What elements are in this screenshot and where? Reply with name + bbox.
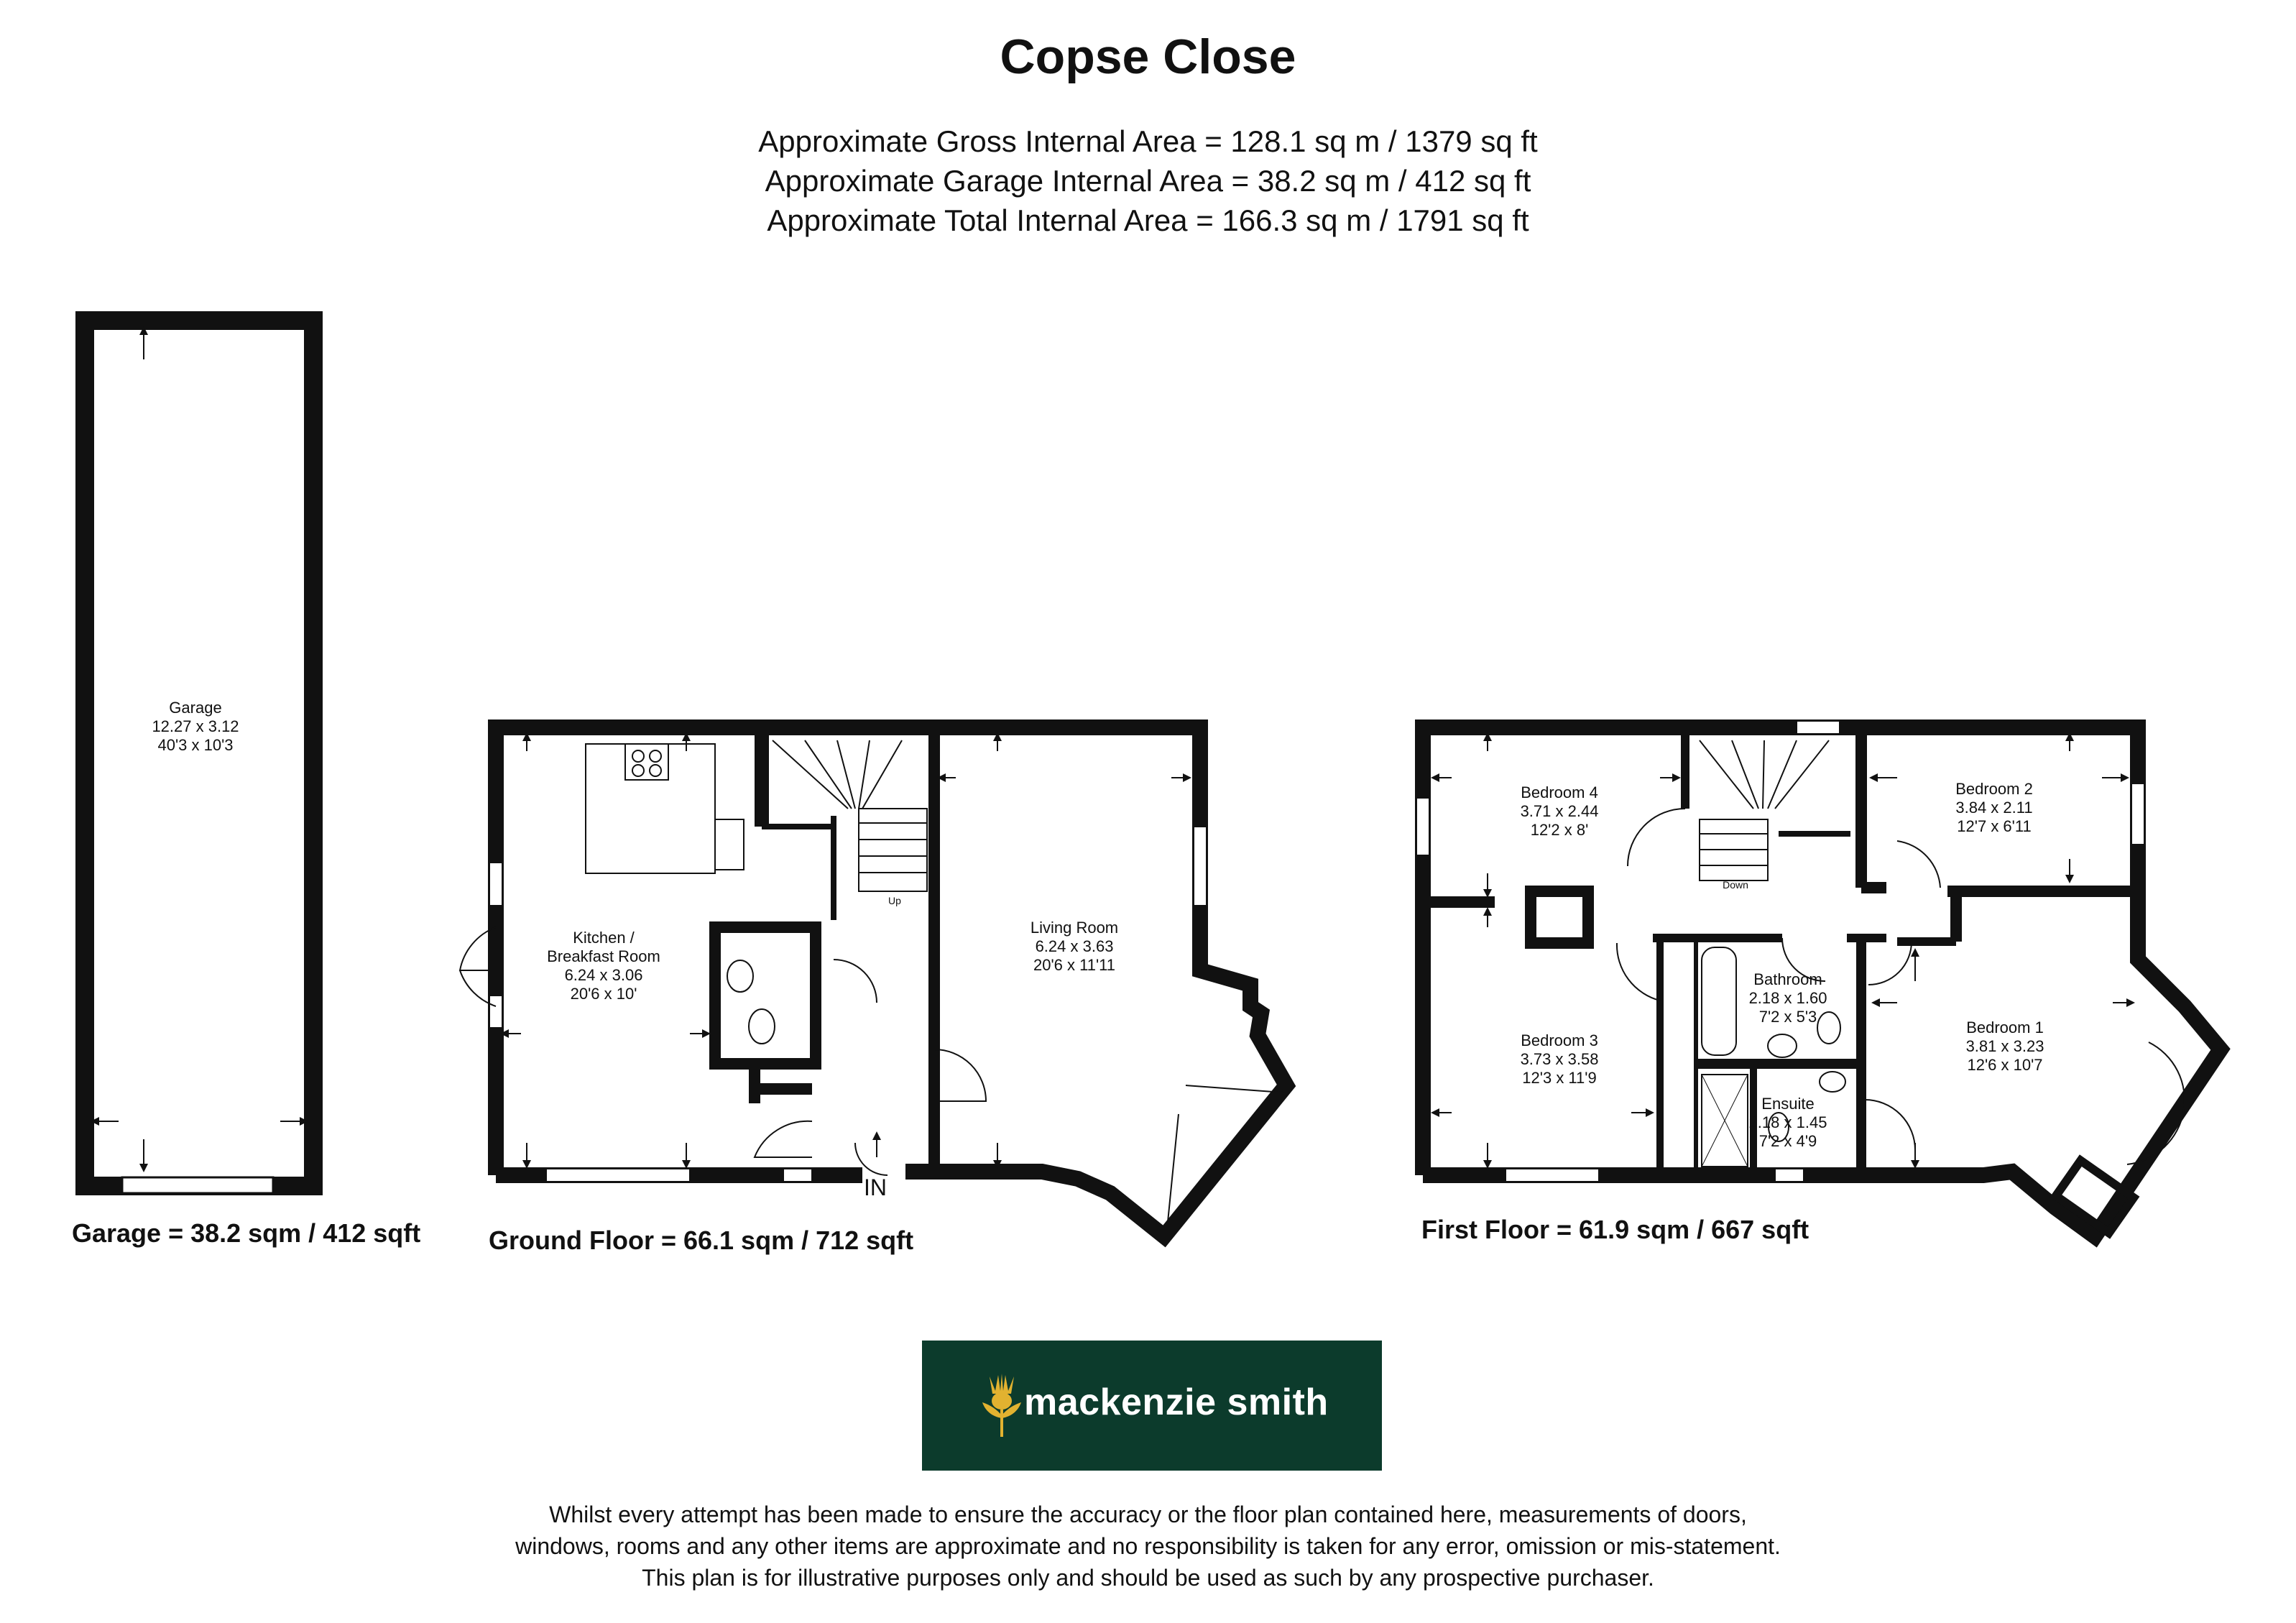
garage-label: Garage — [169, 699, 222, 717]
bedroom2-label: Bedroom 2 — [1955, 780, 2033, 798]
sink — [715, 819, 744, 870]
kitchen-window — [546, 1169, 690, 1182]
bedroom1-metric: 3.81 x 3.23 — [1965, 1037, 2044, 1055]
ground-stairs-label: Up — [888, 895, 901, 906]
ensuite-imperial: 7'2 x 4'9 — [1758, 1132, 1817, 1150]
first-floor-plan — [1416, 721, 2221, 1236]
living-imperial: 20'6 x 11'11 — [1033, 956, 1116, 974]
garage-door — [122, 1177, 273, 1193]
brand-logo — [922, 1341, 1382, 1471]
thistle-icon — [979, 1374, 1024, 1438]
garage-plan — [85, 321, 313, 1193]
garage-caption: Garage = 38.2 sqm / 412 sqft — [72, 1218, 421, 1248]
bedroom4-metric: 3.71 x 2.44 — [1520, 802, 1599, 820]
bedroom2-metric: 3.84 x 2.11 — [1955, 799, 2033, 817]
living-metric: 6.24 x 3.63 — [1035, 937, 1114, 955]
bathroom-toilet — [1817, 1012, 1840, 1044]
garage-area-text: Approximate Garage Internal Area = 38.2 sq m / 412 sq ft — [765, 164, 1531, 198]
ensuite-metric: 2.18 x 1.45 — [1748, 1113, 1827, 1131]
first-stairs-label: Down — [1723, 879, 1748, 891]
bathroom-metric: 2.18 x 1.60 — [1748, 989, 1827, 1007]
bedroom1-imperial: 12'6 x 10'7 — [1967, 1056, 2043, 1074]
ensuite-basin — [1820, 1072, 1845, 1092]
entrance-label: IN — [864, 1174, 887, 1200]
kitchen-label-2: Breakfast Room — [547, 947, 660, 965]
gross-area-text: Approximate Gross Internal Area = 128.1 sq m / 1379 sq ft — [758, 124, 1538, 158]
ground-floor-caption: Ground Floor = 66.1 sqm / 712 sqft — [489, 1226, 914, 1255]
hob — [625, 744, 668, 780]
bedroom3-imperial: 12'3 x 11'9 — [1522, 1069, 1597, 1087]
bedroom4-label: Bedroom 4 — [1521, 783, 1598, 801]
brand-name: mackenzie smith — [1024, 1381, 1329, 1423]
bedroom3-metric: 3.73 x 3.58 — [1520, 1050, 1599, 1068]
disclaimer-line-2: windows, rooms and any other items are approximate and no responsibility is taken for any error, omission or mis-statement. — [515, 1533, 1781, 1559]
garage-imperial: 40'3 x 10'3 — [157, 736, 234, 754]
page-title: Copse Close — [1000, 29, 1296, 84]
bath — [1702, 947, 1736, 1055]
living-label: Living Room — [1030, 919, 1119, 937]
wc-toilet — [749, 1009, 775, 1044]
first-floor-caption: First Floor = 61.9 sqm / 667 sqft — [1421, 1215, 1809, 1244]
kitchen-label-1: Kitchen / — [573, 929, 635, 947]
bedroom2-imperial: 12'7 x 6'11 — [1957, 817, 2032, 835]
bathroom-basin — [1768, 1034, 1797, 1057]
garage-metric: 12.27 x 3.12 — [152, 717, 239, 735]
bathroom-imperial: 7'2 x 5'3 — [1758, 1008, 1817, 1026]
bathroom-label: Bathroom — [1753, 970, 1822, 988]
bedroom3-label: Bedroom 3 — [1521, 1031, 1598, 1049]
kitchen-imperial: 20'6 x 10' — [570, 985, 637, 1003]
kitchen-metric: 6.24 x 3.06 — [564, 966, 643, 984]
disclaimer-line-3: This plan is for illustrative purposes only and should be used as such by any prospective purchaser. — [642, 1565, 1654, 1591]
bedroom1-label: Bedroom 1 — [1966, 1019, 2044, 1036]
bedroom4-imperial: 12'2 x 8' — [1530, 821, 1589, 839]
total-area-text: Approximate Total Internal Area = 166.3 sq m / 1791 sq ft — [767, 203, 1529, 237]
disclaimer-line-1: Whilst every attempt has been made to ensure the accuracy or the floor plan contained here, measurements of doors, — [549, 1502, 1747, 1527]
ensuite-label: Ensuite — [1761, 1095, 1815, 1113]
living-window — [1194, 827, 1207, 906]
wc-basin — [727, 960, 753, 992]
ground-floor-plan — [460, 727, 1286, 1236]
